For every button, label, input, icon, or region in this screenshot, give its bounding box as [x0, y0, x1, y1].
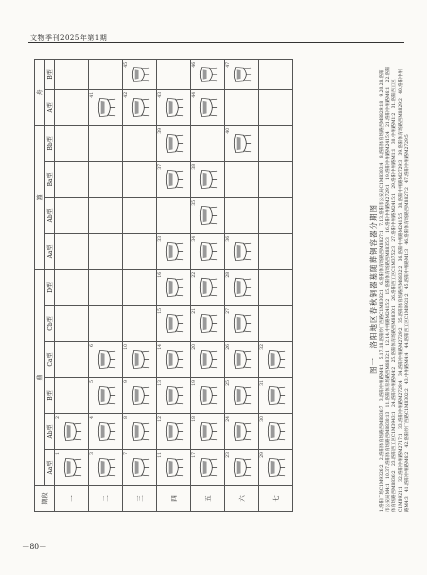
vessel-drawing — [196, 347, 219, 372]
figure-number: 9 — [124, 380, 129, 383]
vessel-drawing — [230, 383, 253, 408]
figure-number: 6 — [90, 344, 95, 347]
vessel-cell — [191, 89, 225, 125]
figure-number: 38 — [192, 163, 197, 170]
figure-number: 31 — [260, 380, 265, 386]
vessel-cell — [123, 414, 157, 450]
vessel-drawing — [230, 455, 253, 480]
table-row — [191, 59, 225, 511]
vessel-cell — [123, 233, 157, 269]
vessel-cell — [157, 89, 191, 125]
vessel-drawing — [230, 275, 253, 300]
vessel-cell — [191, 342, 225, 378]
figure-number: 22 — [192, 271, 197, 278]
vessel-drawing — [264, 347, 287, 372]
vessel-drawing — [196, 167, 219, 192]
vessel-cell — [157, 59, 191, 89]
vessel-cell — [55, 269, 89, 305]
col-gui-ab: Ab型 — [45, 197, 55, 233]
vessel-drawing — [162, 455, 185, 480]
vessel-drawing — [162, 95, 185, 120]
figure-number: 34 — [192, 235, 197, 242]
period-label: 四 — [157, 486, 191, 512]
figure-stage — [20, 48, 408, 536]
figure-number: 12 — [158, 416, 163, 422]
vessel-cell — [123, 59, 157, 89]
vessel-cell — [225, 414, 259, 450]
table-row — [55, 59, 89, 511]
vessel-cell — [225, 161, 259, 197]
vessel-drawing — [94, 383, 117, 408]
figure-caption: 图一 洛阳地区春秋铜器墓随葬铜容器分期图 — [369, 204, 378, 374]
vessel-drawing — [230, 311, 253, 336]
vessel-cell — [89, 269, 123, 305]
vessel-cell — [123, 125, 157, 161]
col-gui-bb: Bb型 — [45, 125, 55, 161]
vessel-cell — [191, 161, 225, 197]
vessel-drawing — [128, 347, 151, 372]
col-gui-ba: Ba型 — [45, 161, 55, 197]
vessel-drawing — [128, 65, 151, 84]
vessel-drawing — [230, 131, 253, 156]
col-zhou-b: B型 — [45, 59, 55, 89]
vessel-cell — [55, 414, 89, 450]
figure-number: 28 — [226, 271, 231, 278]
vessel-drawing — [162, 419, 185, 444]
vessel-cell — [259, 342, 293, 378]
vessel-cell — [55, 59, 89, 89]
vessel-drawing — [264, 455, 287, 480]
vessel-cell — [191, 450, 225, 486]
vessel-drawing — [162, 347, 185, 372]
vessel-drawing — [196, 203, 219, 228]
vessel-cell — [191, 197, 225, 233]
vessel-cell — [89, 161, 123, 197]
vessel-drawing — [94, 455, 117, 480]
vessel-cell — [225, 59, 259, 89]
vessel-cell — [123, 378, 157, 414]
period-label: 六 — [225, 486, 259, 512]
vessel-cell — [157, 161, 191, 197]
figure-number: 3 — [90, 452, 95, 455]
group-zhou-header: 舟 — [35, 59, 45, 125]
journal-header: 文物季刊2025年第1期 — [30, 34, 108, 42]
vessel-drawing — [196, 455, 219, 480]
vessel-cell — [157, 233, 191, 269]
vessel-cell — [157, 342, 191, 378]
vessel-cell — [157, 378, 191, 414]
vessel-cell — [157, 414, 191, 450]
vessel-cell — [123, 89, 157, 125]
vessel-drawing — [196, 275, 219, 300]
figure-number: 13 — [158, 380, 163, 386]
figure-number: 37 — [158, 163, 163, 170]
figure-number: 45 — [124, 61, 129, 68]
vessel-cell — [157, 197, 191, 233]
vessel-drawing — [162, 131, 185, 156]
vessel-drawing — [230, 347, 253, 372]
vessel-cell — [225, 89, 259, 125]
vessel-cell — [225, 306, 259, 342]
vessel-cell — [55, 342, 89, 378]
vessel-cell — [259, 59, 293, 89]
vessel-drawing — [196, 239, 219, 264]
vessel-drawing — [230, 65, 253, 84]
figure-number: 46 — [192, 61, 197, 68]
vessel-drawing — [162, 311, 185, 336]
vessel-cell — [191, 269, 225, 305]
vessel-cell — [259, 378, 293, 414]
vessel-cell — [89, 59, 123, 89]
type-header-row — [45, 59, 55, 511]
figure-number: 25 — [226, 380, 231, 386]
vessel-cell — [225, 378, 259, 414]
figure-number: 39 — [158, 127, 163, 134]
vessel-drawing — [196, 383, 219, 408]
vessel-cell — [191, 125, 225, 161]
figure-number: 1 — [56, 452, 61, 455]
col-ding-cb: Cb型 — [45, 306, 55, 342]
vessel-cell — [259, 450, 293, 486]
figure-number: 4 — [90, 416, 95, 419]
vessel-cell — [259, 125, 293, 161]
table-row — [89, 59, 123, 511]
period-label: 一 — [55, 486, 89, 512]
figure-number: 33 — [158, 235, 163, 242]
vessel-cell — [225, 197, 259, 233]
vessel-cell — [55, 233, 89, 269]
figure-number: 35 — [192, 199, 197, 206]
figure-number: 42 — [124, 91, 129, 98]
period-label: 二 — [89, 486, 123, 512]
group-ding-header: 鼎 — [35, 269, 45, 485]
figure-number: 26 — [226, 344, 231, 350]
col-gui-aa: Aa型 — [45, 233, 55, 269]
table-row — [259, 59, 293, 511]
figure-number: 36 — [226, 235, 231, 242]
vessel-cell — [191, 378, 225, 414]
vessel-cell — [55, 197, 89, 233]
figure-number: 32 — [260, 344, 265, 350]
figure-number: 10 — [124, 344, 129, 350]
vessel-cell — [259, 414, 293, 450]
vessel-drawing — [162, 383, 185, 408]
vessel-cell — [225, 125, 259, 161]
figure-number: 29 — [260, 452, 265, 458]
vessel-drawing — [196, 65, 219, 84]
vessel-drawing — [60, 419, 83, 444]
figure-number: 7 — [124, 452, 129, 455]
vessel-cell — [191, 414, 225, 450]
vessel-cell — [55, 161, 89, 197]
period-label: 五 — [191, 486, 225, 512]
vessel-cell — [157, 269, 191, 305]
vessel-drawing — [162, 167, 185, 192]
figure-number: 14 — [158, 344, 163, 350]
figure-number: 2 — [56, 416, 61, 419]
vessel-drawing — [128, 95, 151, 120]
figure-number: 18 — [192, 416, 197, 422]
figure-notes: 1.洛阳广场C1M9326∶2 2.洛阳体育场路西M8836∶7 3.洛阳中州路M4∶1 5.17.18.洛阳纱厂西路C1M8302∶1 6.洛阳体育场路西M8827∶1 7.13.洛阳市公安局C1M8303∶4 8.洛阳体育场路西M8829∶18 9.20.28.洛阳市公安局M4∶1 10.37.洛阳体育场路西M8830∶13 11.洛阳体育场路西M8832∶1 12.14.中州路M2415∶2 15.洛阳体育场路西M8835∶3 16.洛阳中州路M2729∶1 19.洛阳中州路M2415∶4 21.洛阳中州路M6∶1 22.洛阳体育场路西M8836∶2 23.洛阳西工区C1M3943∶1 24.洛阳中州路M4∶2 25.洛阳体育场路西M8830∶1 26.洛阳西工区C1M3752∶3 27.洛阳中州路M2415∶1 29.洛阳中州路M1∶1 30.中州路M1∶2 31.洛阳西工区C1M8921∶1 32.洛阳中州路M2717∶1 33.洛阳中州路M2729∶4 34.洛阳中州路M2729∶2 35.洛阳体育场路西M8832∶2 36.洛阳中州路M2415∶5 38.洛阳中州路M2729∶3 39.洛阳体育场路西M8829∶2 40.洛阳中州路M4∶3 41.洛阳中州路M6∶2 42.洛阳纱厂西路C1M8302∶2 43.中州路M4∶4 44.洛阳西工区C1M8921∶2 45.洛阳中州路M1∶3 46.洛阳体育场路西M8827∶2 47.洛阳中州路M2729∶5 — [380, 66, 410, 512]
vessel-cell — [259, 197, 293, 233]
figure-number: 23 — [226, 452, 231, 458]
vessel-drawing — [264, 383, 287, 408]
figure-number: 27 — [226, 308, 231, 314]
vessel-cell — [55, 89, 89, 125]
period-header: 期段 — [35, 486, 55, 512]
figure-number: 5 — [90, 380, 95, 383]
vessel-cell — [191, 59, 225, 89]
table-row — [157, 59, 191, 511]
vessel-cell — [157, 125, 191, 161]
figure-number: 21 — [192, 308, 197, 314]
rotated-figure — [20, 48, 408, 536]
vessel-drawing — [230, 419, 253, 444]
vessel-cell — [55, 378, 89, 414]
col-ding-b: B型 — [45, 378, 55, 414]
group-gui-header: 簋 — [35, 125, 45, 269]
figure-number: 11 — [158, 452, 163, 458]
page-number: －80－ — [22, 542, 47, 551]
vessel-drawing — [94, 95, 117, 120]
vessel-drawing — [128, 419, 151, 444]
vessel-cell — [191, 306, 225, 342]
figure-number: 40 — [226, 127, 231, 134]
vessel-cell — [123, 161, 157, 197]
vessel-drawing — [60, 455, 83, 480]
table-row — [225, 59, 259, 511]
vessel-cell — [123, 306, 157, 342]
vessel-drawing — [196, 419, 219, 444]
vessel-cell — [123, 197, 157, 233]
col-zhou-a: A型 — [45, 89, 55, 125]
vessel-cell — [89, 450, 123, 486]
vessel-cell — [89, 197, 123, 233]
vessel-cell — [55, 125, 89, 161]
header-rule — [28, 42, 404, 43]
vessel-cell — [157, 450, 191, 486]
vessel-drawing — [128, 383, 151, 408]
figure-number: 19 — [192, 380, 197, 386]
vessel-cell — [89, 306, 123, 342]
figure-number: 20 — [192, 344, 197, 350]
vessel-cell — [55, 306, 89, 342]
bronze-periodization-table — [34, 59, 293, 512]
vessel-cell — [157, 306, 191, 342]
vessel-drawing — [196, 95, 219, 120]
group-header-row — [35, 59, 45, 511]
vessel-cell — [89, 414, 123, 450]
col-ding-d: D型 — [45, 269, 55, 305]
vessel-cell — [225, 450, 259, 486]
vessel-cell — [259, 89, 293, 125]
vessel-cell — [123, 269, 157, 305]
vessel-cell — [89, 89, 123, 125]
figure-number: 30 — [260, 416, 265, 422]
vessel-cell — [225, 269, 259, 305]
vessel-drawing — [162, 239, 185, 264]
vessel-cell — [225, 233, 259, 269]
figure-number: 17 — [192, 452, 197, 458]
vessel-drawing — [94, 347, 117, 372]
vessel-cell — [89, 342, 123, 378]
table-row — [123, 59, 157, 511]
vessel-cell — [89, 125, 123, 161]
vessel-cell — [89, 378, 123, 414]
vessel-cell — [259, 161, 293, 197]
col-ding-ab: Ab型 — [45, 414, 55, 450]
vessel-drawing — [230, 239, 253, 264]
table-body — [55, 59, 293, 511]
vessel-cell — [259, 269, 293, 305]
vessel-drawing — [264, 419, 287, 444]
figure-number: 16 — [158, 271, 163, 278]
vessel-cell — [259, 233, 293, 269]
figure-number: 8 — [124, 416, 129, 419]
period-label: 三 — [123, 486, 157, 512]
vessel-cell — [55, 450, 89, 486]
col-ding-ca: Ca型 — [45, 342, 55, 378]
col-ding-aa: Aa型 — [45, 450, 55, 486]
figure-number: 24 — [226, 416, 231, 422]
vessel-cell — [123, 342, 157, 378]
vessel-drawing — [94, 419, 117, 444]
vessel-cell — [225, 342, 259, 378]
vessel-cell — [89, 233, 123, 269]
figure-number: 47 — [226, 61, 231, 68]
period-label: 七 — [259, 486, 293, 512]
vessel-drawing — [128, 455, 151, 480]
vessel-cell — [123, 450, 157, 486]
figure-number: 15 — [158, 308, 163, 314]
vessel-cell — [191, 233, 225, 269]
figure-number: 41 — [90, 91, 95, 98]
figure-number: 44 — [192, 91, 197, 98]
vessel-drawing — [196, 311, 219, 336]
figure-number: 43 — [158, 91, 163, 98]
vessel-drawing — [162, 275, 185, 300]
vessel-cell — [259, 306, 293, 342]
